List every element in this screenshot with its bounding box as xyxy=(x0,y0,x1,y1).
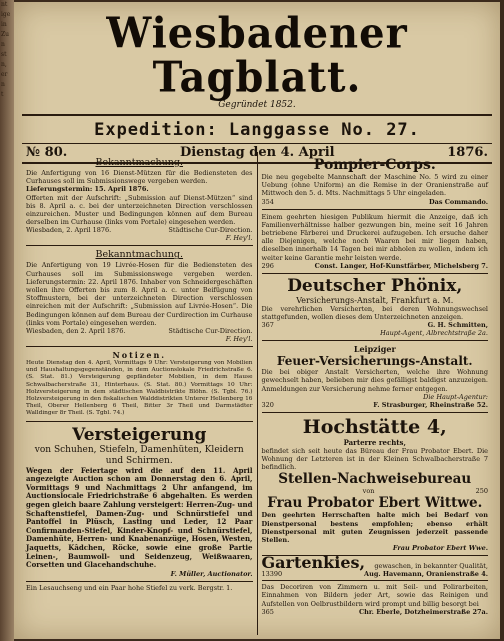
auction-title: Versteigerung xyxy=(72,424,207,445)
phoenix-ad xyxy=(262,274,489,341)
auction-signature: F. Müller, Auctionator. xyxy=(170,569,253,578)
hochstaette-subtitle: Parterre rechts, xyxy=(343,437,406,447)
leipzig-title: Leipziger xyxy=(353,344,396,355)
notice-signature: F. Hey'l. xyxy=(225,234,253,243)
issue-date: Dienstag den 4. April xyxy=(179,145,335,160)
ad-number: 320 xyxy=(261,400,274,409)
classified-line: Ein Lesauchseng und ein Paar hohe Stiefel zu verk. Bergstr. 1. xyxy=(26,583,233,592)
phoenix-subtitle: Versicherungs-Anstalt, Frankfurt a. M. xyxy=(296,295,454,305)
left-column xyxy=(22,152,258,635)
hochstaette-title: Hochstätte 4, xyxy=(302,415,447,438)
leipzig-signature: F. Strasburger, Rheinstraße 52. xyxy=(373,400,488,409)
notice-office: Städtische Cur-Direction. xyxy=(168,327,253,336)
masthead-title: Wiesbadener Tagblatt. xyxy=(106,8,408,103)
gartenkies-signature: Aug. Havemann, Oranienstraße 4. xyxy=(364,570,488,579)
stellen-name: Frau Probator Ebert Wittwe. xyxy=(267,495,483,512)
pompier-signature: Das Commando. xyxy=(428,197,488,206)
phoenix-title: Deutscher Phönix, xyxy=(287,275,463,296)
phoenix-address: Haupt-Agent, Albrechtstraße 2a. xyxy=(380,329,488,338)
stellen-signature: Frau Probator Ebert Wwe. xyxy=(392,544,488,553)
pompier-body: Die neu gegebelte Mannschaft der Maschine No. 5 wird zu einer Uebung (ohne Uniform) an die Remise in der Oranienstraße auf Mittwoch den 5. d. Mts. Nachmittags 5 Uhr eingeladen. xyxy=(261,173,488,198)
founded-line: Gegründet 1852. xyxy=(218,100,296,110)
ad-number: 365 xyxy=(261,607,274,616)
faerberei-signature: Const. Langer, Hof-Kunstfärber, Michelsberg 7. xyxy=(314,261,488,270)
ad-number: 250 xyxy=(475,487,488,496)
notices-body: Heute Dienstag den 4. April, Vormittags 9 Uhr: Versteigerung von Mobilien und Haushaltungsgegenständen, in dem Auctionslokale Friedrichstraße 6. (S. Stat. 81.) Versteigerung gepfändeter Mobilien, in dem Hause Schwalbacherstraße 31, Hinterhaus. (S. Stat. 80.) Vormittags 10 Uhr: Holzversteigerung in dem städtischen Waldbistrikte Blöhn. (S. Tgbl. 76.) Holzversteigerung in den fiskalischen Walddistrikten Unterer Hellenberg 16 Theil, Oberer Hellenberg 6 Theil, Bitter 3r Theil und Darmstädter Walldinger 8r Theil. (S. Tgbl. 74.) xyxy=(26,360,253,417)
notice-heading: Bekanntmachung. xyxy=(95,249,184,261)
notices-heading: Notizen. xyxy=(112,350,167,361)
newspaper-page xyxy=(14,2,500,639)
columns xyxy=(22,152,492,635)
ad-number: 354 xyxy=(261,197,274,206)
faerberei-notice xyxy=(262,210,489,274)
notice-body: Offerten mit der Aufschrift: „Submission auf Dienst-Mützen“ sind bis 8. April a. c. bei der unterzeichneten Direction verschlossen einzureichen. Muster und Bedingungen können auf dem Bureau derselben im Curhause (links vom Portale) eingesehen werden. xyxy=(26,193,253,227)
auction-subtitle: von Schuhen, Stiefeln, Damenhüten, Kleidern und Schirmen. xyxy=(34,444,244,466)
cleaning-body: Das Decoriren von Zimmern u. mit Seil- und Polirarbeiten, Einnahmen von Bildern jeder Art, sowie das Reinigen und Aufstellen von Oelbrustbildern wird prompt und billig besorgt bei xyxy=(261,583,488,608)
ad-number: 296 xyxy=(261,261,274,270)
notice-body: Die Anfertigung von 16 Dienst-Mützen für die Bediensteten des Curhauses soll im Submissionswege vergeben werden. xyxy=(26,169,253,186)
hochstaette-body: befindet sich seit heute das Büreau der Frau Probator Ebert. Die Wohnung der Letzteren ist in der Kleinen Schwalbacherstraße 7 befindlich. xyxy=(261,446,488,472)
stellen-title: Stellen-Nachweisebureau xyxy=(278,471,472,488)
ad-number: 13390 xyxy=(261,570,283,579)
notice-livree-hosen xyxy=(26,246,253,347)
gartenkies-title: Gartenkies, xyxy=(261,553,366,573)
adjacent-page-edge: nt ige in Zu n st n, er n t xyxy=(0,0,14,641)
gartenkies-ad xyxy=(261,553,489,619)
stellen-von: von xyxy=(362,487,375,496)
notice-body: Die Anfertigung von 19 Livrée-Hosen für die Bediensteten des Curhauses soll im Submissionswege vergeben werden. Lieferungstermin: 22. April 1876. Inhaber von Schneidergeschäften wollen ihre Offerten bis zum 8. April a. c. unter Beifügung von Stoffmustern, bei der unterzeichneten Direction verschlossen einreichen mit der Aufschrift: „Submission auf Livrée-Hosen“. Die Bedingungen können auf dem Bureau der Curdirection im Curhause (links vom Portale) eingesehen werden. xyxy=(26,261,253,327)
pompier-ad xyxy=(262,154,489,210)
notice-term: Lieferungstermin: 15. April 1876. xyxy=(26,185,149,194)
notice-office: Städtische Cur-Direction. xyxy=(168,226,253,235)
cleaning-signature: Chr. Eberle, Dotzheimerstraße 27a. xyxy=(358,607,488,616)
hochstaette-ad xyxy=(262,413,489,556)
right-column xyxy=(258,152,493,635)
stellen-body: Den geehrten Herrschaften halte mich bei Bedarf von Dienstpersonal bestens empfohlen; ebenso erhält Dienstpersonal mit guten Zeugnissen jederzeit passende Stellen. xyxy=(261,511,488,545)
phoenix-body: Die verehrlichen Versicherten, bei deren Wohnungswechsel stattgefunden, wollen dieses dem Unterzeichneten anzeigen. xyxy=(261,304,488,322)
notices-section xyxy=(26,347,253,422)
phoenix-agent: G. H. Schmitten, xyxy=(427,321,488,330)
leipzig-subtitle: Feuer-Versicherungs-Anstalt. xyxy=(276,354,473,369)
leipzig-role: Die Haupt-Agentur: xyxy=(423,392,488,401)
ad-number: 367 xyxy=(261,321,274,330)
notice-place: Wiesbaden, den 2. April 1876. xyxy=(26,327,126,336)
leipzig-ad xyxy=(262,341,489,413)
notice-place: Wiesbaden, 2. April 1876. xyxy=(26,226,112,235)
divider xyxy=(262,580,489,581)
issue-number: № 80. xyxy=(26,145,68,160)
auction-ad xyxy=(26,422,253,582)
faerberei-body: Einem geehrten hiesigen Publikum hiermit die Anzeige, daß ich Familienverhältnisse halber gezwungen bin, meine seit 16 Jahren betriebene Färberei und Druckerei aufzugeben. Ich ersuche daher alle Diejenigen, welche noch Waaren bei mir liegen haben, dieselben innerhalb 14 Tagen bei mir abholen zu wollen, indem ich weiter keine Garantie mehr leisten werde. xyxy=(261,212,488,262)
auction-body: Wegen der Feiertage wird die auf den 11. April angezeigte Auction schon am Donnerstag den 6. April, Vormittags 9 und Nachmittags 2 Uhr anfangend, im Auctionslocale Friedrichstraße 6 abgehalten. Es werden gegen gleich baare Zahlung versteigert: Herren-Zug- und Schaftenstiefel, Damen-Zug- und Schnürstiefel und Pantoffel in Plüsch, Lasting und Leder, 12 Paar Confirmanden-Stiefel, Kinder-Knopf- und Schnürstiefel, Damenhüte, Herren- und Knabenanzüge, Hosen, Westen, Jaquetts, Kâdchen, Röcke, sowie eine große Partie Leinen-, Baumwoll- und Seidenzeug, Weißwaaren, Corsetten und Glacehandschuhe. xyxy=(26,465,253,570)
notice-signature: F. Hey'l. xyxy=(225,335,253,344)
notice-dienst-muetzen xyxy=(26,154,253,246)
notice-heading: Bekanntmachung. xyxy=(95,157,184,168)
leipzig-body: Die bei obiger Anstalt Versicherten, welche ihre Wohnung gewechselt haben, belieben mir dies gefälligst baldigst anzuzeigen. Anmeldungen zur Versicherung nehme ferner entgegen. xyxy=(261,368,488,393)
expedition-line: Expedition: Langgasse No. 27. xyxy=(94,120,420,140)
issue-year: 1876. xyxy=(447,145,488,160)
gartenkies-aside: gewaschen, in bekannter Qualität, xyxy=(374,562,488,571)
pompier-title: Pompier-Corps. xyxy=(313,157,436,173)
